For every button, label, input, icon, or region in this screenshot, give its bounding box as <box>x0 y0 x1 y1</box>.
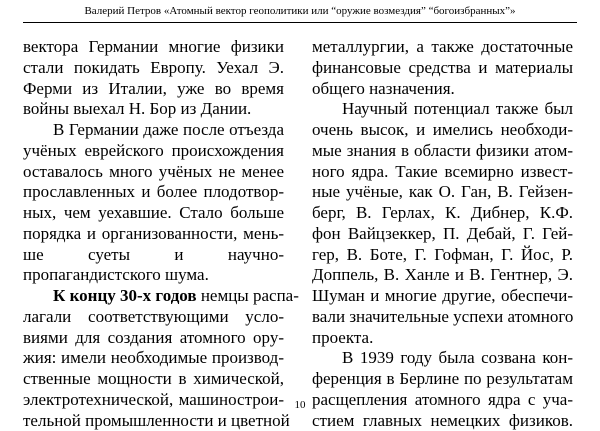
text-line: ственные мощности в химической, <box>23 369 284 390</box>
text-line: общего назначения. <box>312 79 573 100</box>
text-line: В 1939 году была созвана кон- <box>312 348 573 369</box>
header-rule <box>23 22 577 23</box>
text-line <box>23 286 284 307</box>
text-line: фон Вайцзеккер, П. Дебай, Г. Гей- <box>312 224 573 245</box>
text-line: Ферми из Италии, уже во время <box>23 79 284 100</box>
text-line: ные учёные, как О. Ган, В. Гейзен- <box>312 182 573 203</box>
text-line: берг, В. Герлах, К. Дибнер, К.Ф. <box>312 203 573 224</box>
text-line: пропагандистского шума. <box>23 265 284 286</box>
text-line: проекта. <box>312 328 573 349</box>
text-line: войны выехал Н. Бор из Дании. <box>23 99 284 120</box>
text-line: виями для создания атомного ору- <box>23 328 284 349</box>
text-line: оставалось много учёных не менее <box>23 162 284 183</box>
text-line: порядка и организованности, мень- <box>23 224 284 245</box>
text-line: гер, В. Боте, Г. Гофман, Г. Йос, Р. <box>312 245 573 266</box>
text-line: учёных еврейского происхождения <box>23 141 284 162</box>
text-line: ше суеты и научно- <box>23 245 284 266</box>
text-line: металлургии, а также достаточные <box>312 37 573 58</box>
text-line: Шуман и многие другие, обеспечи- <box>312 286 573 307</box>
text-run: немцы распа- <box>197 286 299 305</box>
emphasis-heading: К концу 30-х годов <box>53 286 197 305</box>
running-header: Валерий Петров «Атомный вектор геополитики или “оружие возмездия” “богоизбранных”» <box>0 0 600 22</box>
text-line: электротехнической, машинострои- <box>23 390 284 411</box>
text-line: стием главных немецких физиков. <box>312 411 573 431</box>
text-line: тельной промышленности и цветной <box>23 411 284 431</box>
text-line: В Германии даже после отъезда <box>23 120 284 141</box>
text-line: мые знания в области физики атом- <box>312 141 573 162</box>
text-line: расщепления атомного ядра с уча- <box>312 390 573 411</box>
text-line: ных, чем уехавшие. Стало больше <box>23 203 284 224</box>
text-line: вали значительные успехи атомного <box>312 307 573 328</box>
right-column <box>312 37 573 431</box>
text-line: очень высок, и имелись необходи- <box>312 120 573 141</box>
text-line: Научный потенциал также был <box>312 99 573 120</box>
text-line: жия: имели необходимые производ- <box>23 348 284 369</box>
left-column <box>23 37 284 431</box>
text-line: финансовые средства и материалы <box>312 58 573 79</box>
text-line: лагали соответствующими усло- <box>23 307 284 328</box>
text-line: вектора Германии многие физики <box>23 37 284 58</box>
text-line: Доппель, В. Ханле и В. Гентнер, Э. <box>312 265 573 286</box>
page-number: 10 <box>0 398 600 412</box>
text-line: стали покидать Европу. Уехал Э. <box>23 58 284 79</box>
text-line: прославленных и более плодотвор- <box>23 182 284 203</box>
text-line: ференция в Берлине по результатам <box>312 369 573 390</box>
text-line: ного ядра. Такие всемирно извест- <box>312 162 573 183</box>
